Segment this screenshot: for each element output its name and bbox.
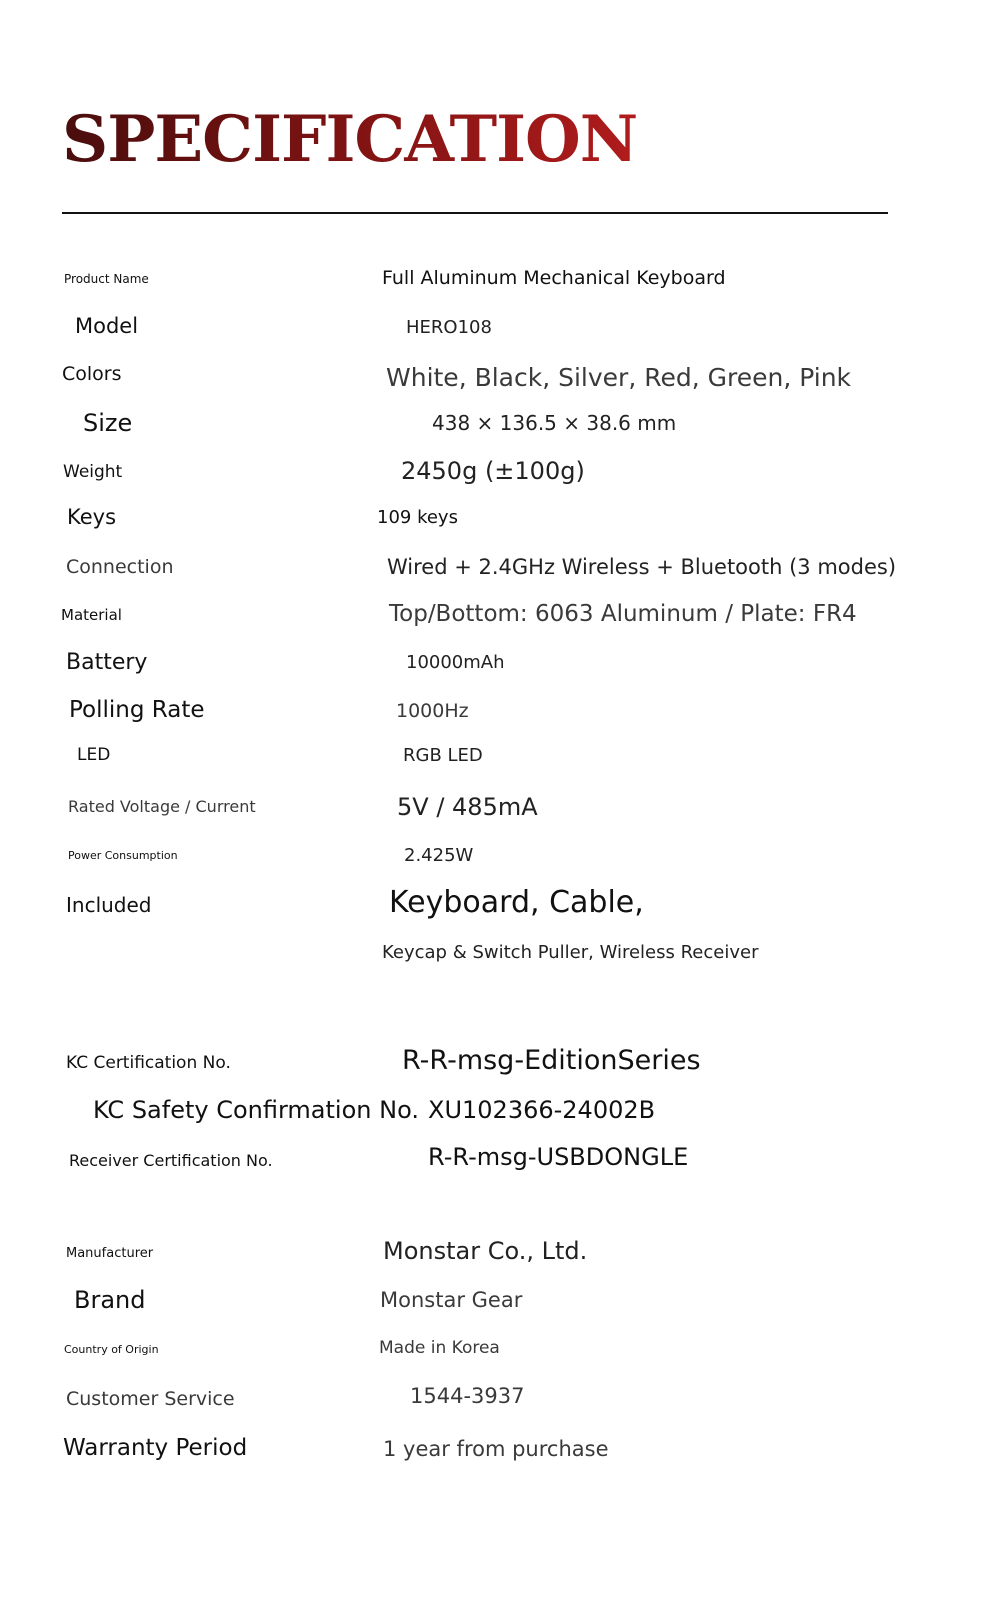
product-name-label: Product Name: [64, 272, 149, 286]
connection-label: Connection: [66, 556, 174, 578]
rated-voltage-label: Rated Voltage / Current: [68, 797, 256, 816]
kc-certification-value: R-R-msg-EditionSeries: [402, 1045, 701, 1076]
material-value: Top/Bottom: 6063 Aluminum / Plate: FR4: [389, 601, 857, 627]
weight-label: Weight: [63, 462, 123, 482]
size-label: Size: [83, 409, 133, 437]
included-label: Included: [66, 893, 152, 917]
keys-label: Keys: [67, 505, 117, 529]
kc-safety-label: KC Safety Confirmation No.: [93, 1096, 419, 1124]
country-of-origin-label: Country of Origin: [64, 1343, 159, 1356]
power-consumption-label: Power Consumption: [68, 849, 178, 862]
receiver-certification-label: Receiver Certification No.: [69, 1151, 273, 1170]
led-value: RGB LED: [403, 745, 483, 766]
size-value: 438 × 136.5 × 38.6 mm: [432, 411, 677, 435]
country-of-origin-value: Made in Korea: [379, 1338, 500, 1358]
warranty-period-value: 1 year from purchase: [383, 1437, 609, 1461]
customer-service-label: Customer Service: [66, 1388, 235, 1410]
battery-label: Battery: [66, 650, 148, 675]
manufacturer-label: Manufacturer: [66, 1246, 154, 1261]
model-label: Model: [75, 314, 139, 338]
connection-value: Wired + 2.4GHz Wireless + Bluetooth (3 modes): [387, 555, 897, 579]
polling-rate-label: Polling Rate: [69, 697, 205, 723]
brand-value: Monstar Gear: [380, 1288, 523, 1312]
page-title: SPECIFICATION: [62, 102, 638, 177]
manufacturer-value: Monstar Co., Ltd.: [383, 1237, 588, 1265]
power-consumption-value: 2.425W: [404, 845, 474, 866]
rated-voltage-value: 5V / 485mA: [397, 793, 538, 821]
brand-label: Brand: [74, 1286, 146, 1314]
keys-value: 109 keys: [377, 507, 458, 528]
battery-value: 10000mAh: [406, 652, 505, 673]
led-label: LED: [77, 745, 111, 765]
colors-value: White, Black, Silver, Red, Green, Pink: [386, 363, 852, 392]
colors-label: Colors: [62, 363, 122, 385]
polling-rate-value: 1000Hz: [396, 700, 469, 722]
title-divider: [62, 212, 888, 214]
product-name-value: Full Aluminum Mechanical Keyboard: [382, 267, 726, 289]
weight-value: 2450g (±100g): [401, 457, 585, 485]
receiver-certification-value: R-R-msg-USBDONGLE: [428, 1143, 689, 1171]
included-value-line1: Keyboard, Cable,: [389, 885, 644, 920]
kc-certification-label: KC Certification No.: [66, 1053, 231, 1073]
model-value: HERO108: [406, 317, 492, 338]
warranty-period-label: Warranty Period: [63, 1435, 248, 1461]
kc-safety-value: XU102366-24002B: [428, 1096, 656, 1124]
included-value-line2: Keycap & Switch Puller, Wireless Receiver: [382, 942, 759, 963]
customer-service-value: 1544-3937: [410, 1384, 525, 1408]
material-label: Material: [61, 606, 122, 624]
